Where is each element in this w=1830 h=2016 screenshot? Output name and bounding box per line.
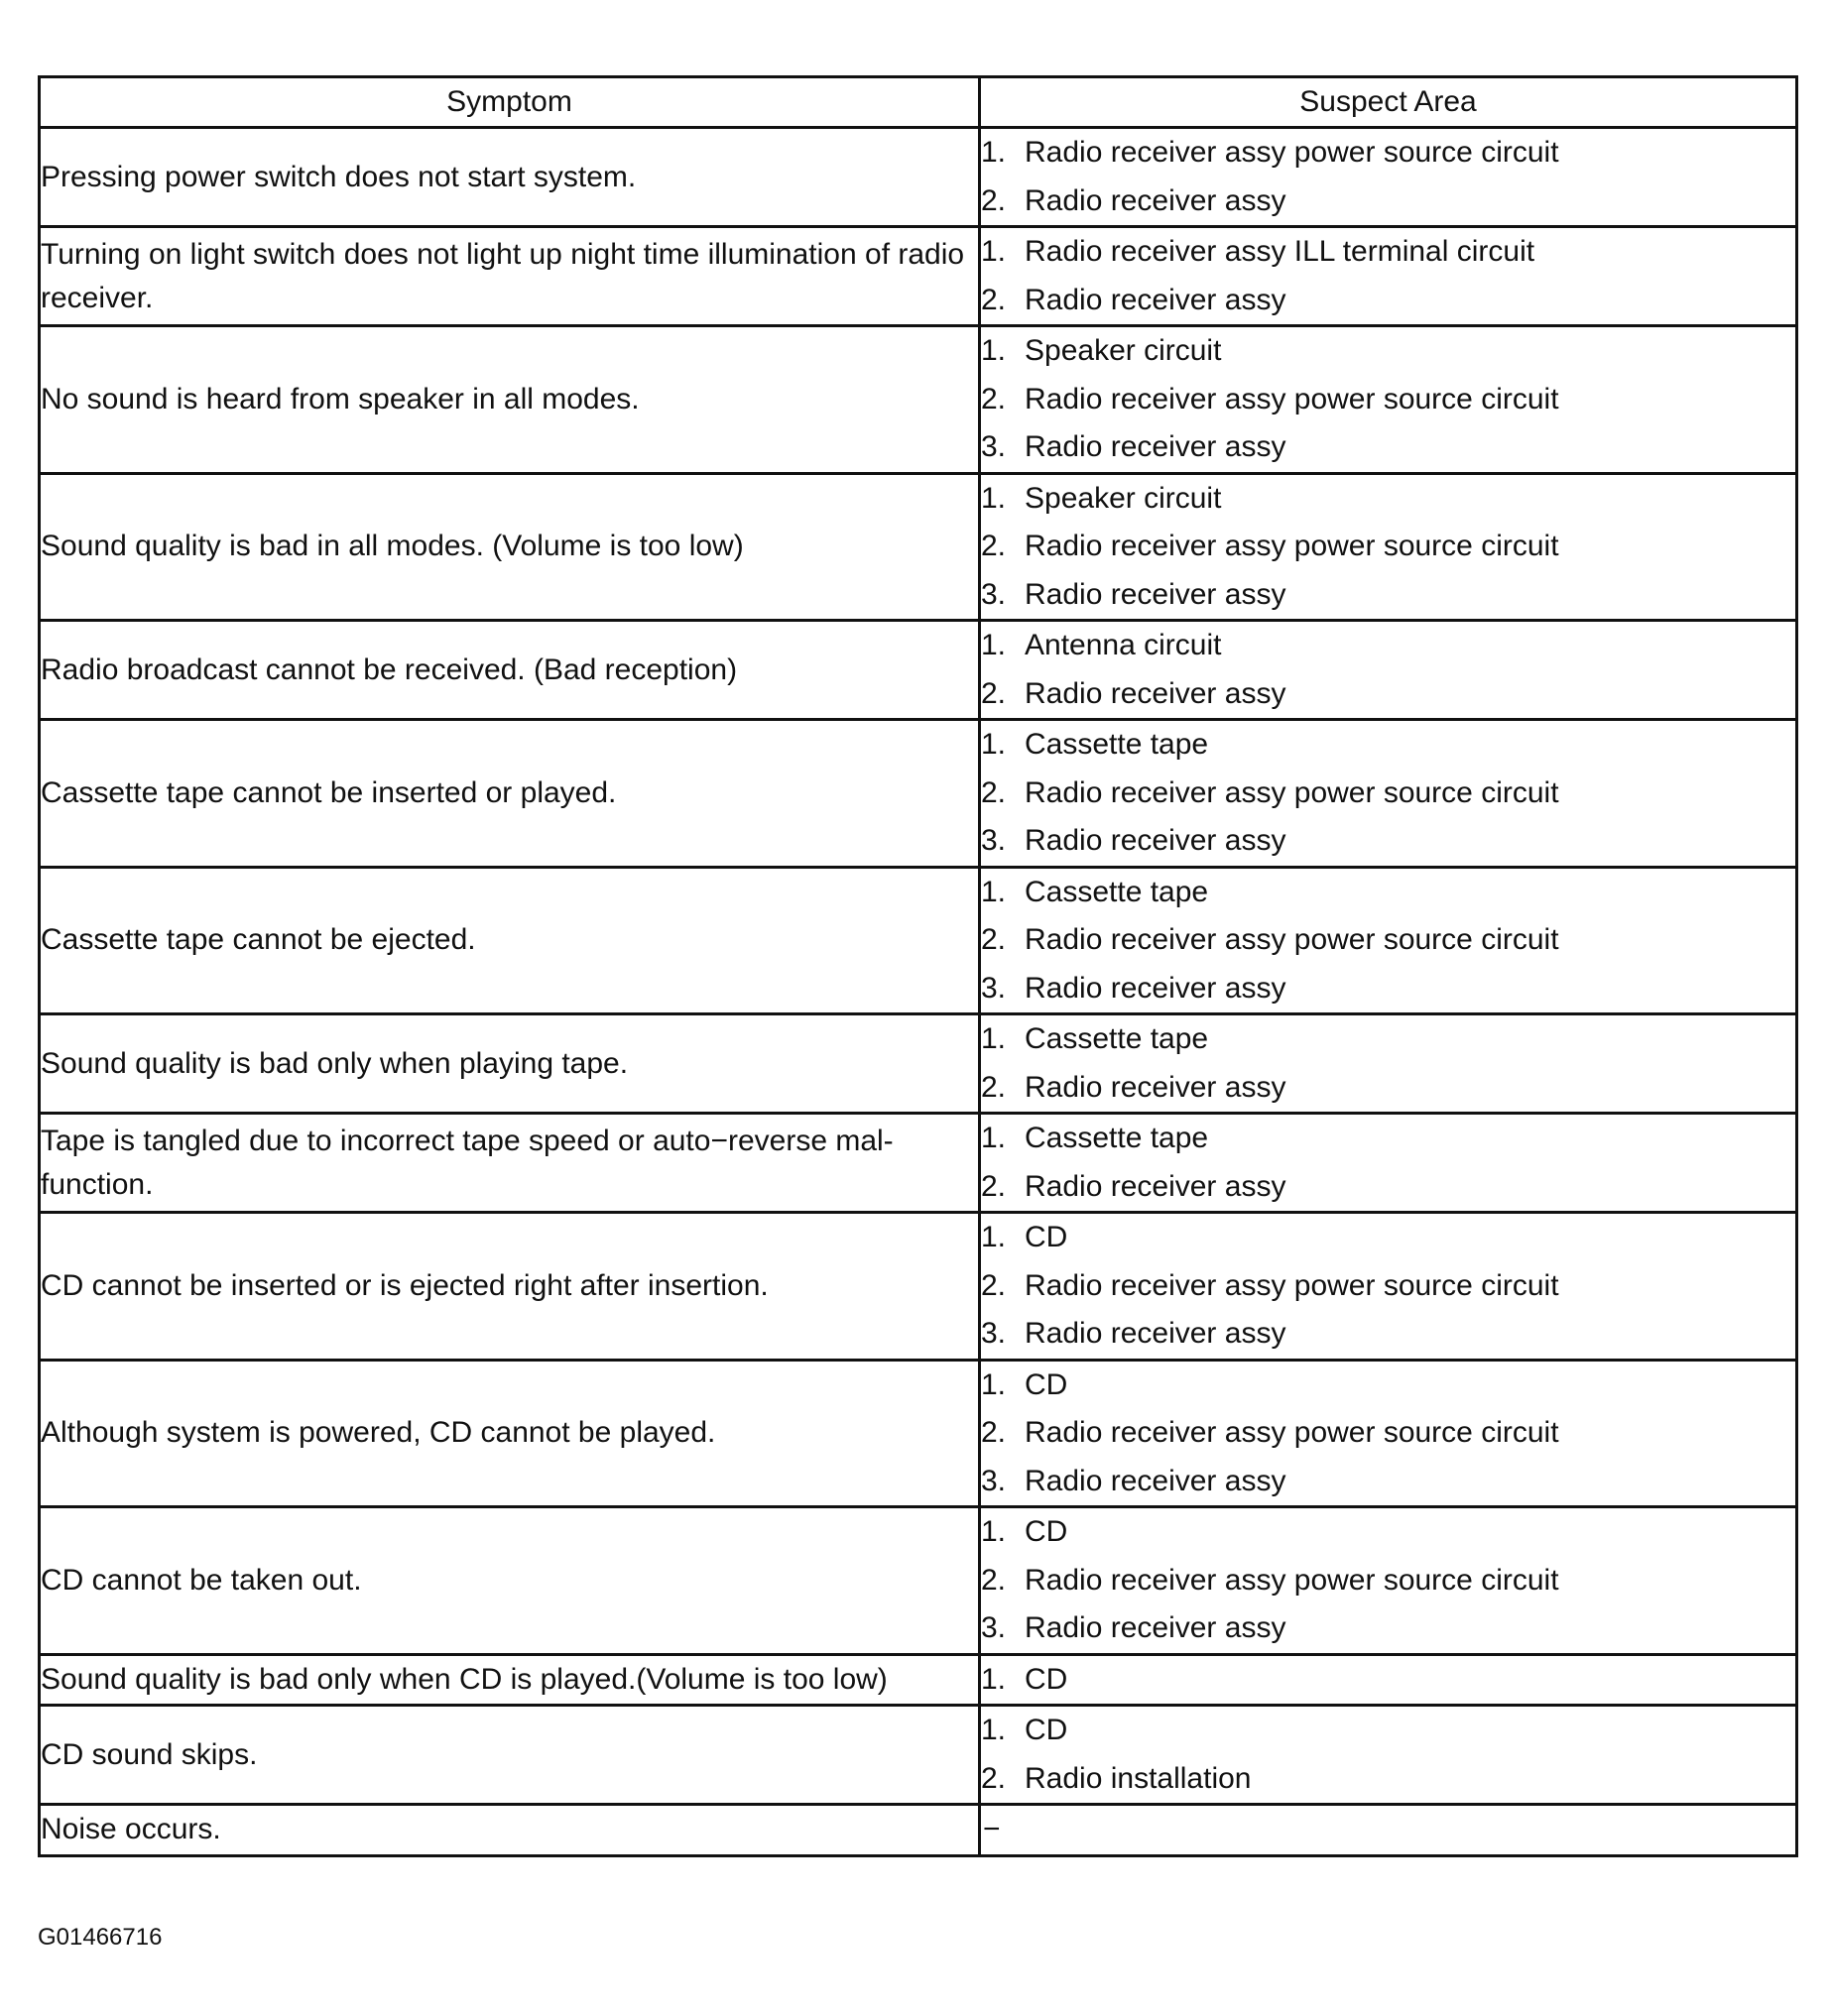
- suspect-text: Radio receiver assy power source circuit: [1025, 1563, 1559, 1597]
- suspect-item: [981, 1557, 1795, 1605]
- suspect-number: 1.: [981, 728, 1007, 761]
- suspect-list: [981, 129, 1795, 225]
- suspect-text: Radio receiver assy: [1025, 1611, 1286, 1644]
- suspect-item: [981, 1656, 1795, 1705]
- suspect-number: 2.: [981, 283, 1007, 316]
- suspect-list: [981, 1115, 1795, 1211]
- suspect-item: [981, 228, 1795, 277]
- table-row: [40, 1706, 1797, 1805]
- suspect-area-cell: [980, 1014, 1797, 1114]
- suspect-number: 2.: [981, 1563, 1007, 1597]
- symptom-cell: Tape is tangled due to incorrect tape speed or auto−reverse mal-function.: [40, 1114, 980, 1213]
- suspect-list: [981, 721, 1795, 866]
- suspect-number: 3.: [981, 1464, 1007, 1497]
- suspect-text: Radio receiver assy power source circuit: [1025, 530, 1559, 562]
- suspect-text: Cassette tape: [1025, 875, 1209, 908]
- suspect-item: [981, 1064, 1795, 1113]
- suspect-text: CD: [1025, 1515, 1068, 1548]
- symptom-table: [38, 75, 1798, 1857]
- suspect-list: [981, 228, 1795, 324]
- suspect-item: [981, 277, 1795, 325]
- suspect-item: [981, 376, 1795, 424]
- suspect-text: Radio receiver assy: [1025, 1070, 1286, 1104]
- symptom-cell: Turning on light switch does not light up night time illumination of radio receiver.: [40, 227, 980, 326]
- suspect-number: 2.: [981, 1169, 1007, 1203]
- suspect-item: [981, 622, 1795, 670]
- suspect-item: [981, 178, 1795, 226]
- figure-code: G01466716: [38, 1924, 163, 1951]
- table-row: [40, 473, 1797, 621]
- table-row: [40, 1014, 1797, 1114]
- suspect-item: [981, 1163, 1795, 1212]
- suspect-text: −: [983, 1813, 1001, 1845]
- suspect-text: Cassette tape: [1025, 1022, 1209, 1055]
- suspect-text: Radio receiver assy: [1025, 183, 1286, 217]
- suspect-number: 1.: [981, 1367, 1007, 1401]
- symptom-cell: Sound quality is bad only when CD is played.(Volume is too low): [40, 1654, 980, 1706]
- suspect-text: Radio receiver assy power source circuit: [1025, 1268, 1559, 1302]
- suspect-number: 2.: [981, 382, 1007, 415]
- symptom-cell: CD cannot be taken out.: [40, 1507, 980, 1655]
- symptom-cell: Cassette tape cannot be ejected.: [40, 867, 980, 1014]
- suspect-number: 2.: [981, 676, 1007, 710]
- symptom-cell: Noise occurs.: [40, 1805, 980, 1856]
- suspect-area-cell: [980, 1507, 1797, 1655]
- suspect-list: [981, 1806, 1795, 1854]
- suspect-list: [981, 1656, 1795, 1705]
- table-row: [40, 1360, 1797, 1507]
- table-row: [40, 1654, 1797, 1706]
- suspect-number: 2.: [981, 183, 1007, 217]
- suspect-number: 3.: [981, 971, 1007, 1005]
- suspect-item: [981, 1262, 1795, 1311]
- suspect-area-cell: [980, 621, 1797, 720]
- suspect-number: 1.: [981, 1515, 1007, 1548]
- suspect-text: Radio receiver assy: [1025, 824, 1286, 857]
- suspect-item: [981, 670, 1795, 719]
- table-row: [40, 326, 1797, 474]
- suspect-list: [981, 869, 1795, 1013]
- suspect-text: CD: [1025, 1662, 1068, 1696]
- suspect-text: Cassette tape: [1025, 728, 1209, 761]
- suspect-number: 1.: [981, 1022, 1007, 1055]
- suspect-text: CD: [1025, 1367, 1068, 1401]
- suspect-number: 1.: [981, 1122, 1007, 1154]
- suspect-text: CD: [1025, 1221, 1068, 1253]
- suspect-area-cell: [980, 720, 1797, 868]
- suspect-area-cell: [980, 227, 1797, 326]
- suspect-item: [981, 1458, 1795, 1506]
- suspect-text: CD: [1025, 1714, 1068, 1746]
- suspect-number: 1.: [981, 629, 1007, 661]
- suspect-text: Radio receiver assy: [1025, 1464, 1286, 1497]
- suspect-number: 2.: [981, 530, 1007, 562]
- suspect-item: [981, 129, 1795, 178]
- table-row: [40, 128, 1797, 227]
- suspect-text: Radio receiver assy power source circuit: [1025, 923, 1559, 956]
- suspect-item: [981, 523, 1795, 571]
- suspect-area-column-header: Suspect Area: [980, 77, 1797, 128]
- suspect-text: Radio receiver assy: [1025, 1317, 1286, 1350]
- symptom-cell: CD sound skips.: [40, 1706, 980, 1805]
- suspect-text: Cassette tape: [1025, 1122, 1209, 1154]
- suspect-text: Radio receiver assy: [1025, 676, 1286, 710]
- suspect-item: [981, 1115, 1795, 1163]
- suspect-area-cell: [980, 128, 1797, 227]
- table-row: [40, 1114, 1797, 1213]
- table-header-row: [40, 77, 1797, 128]
- suspect-text: Radio receiver assy: [1025, 971, 1286, 1005]
- suspect-text: Radio receiver assy power source circuit: [1025, 775, 1559, 809]
- suspect-item: [981, 1604, 1795, 1653]
- suspect-text: Radio receiver assy: [1025, 283, 1286, 316]
- suspect-number: 1.: [981, 481, 1007, 515]
- table-row: [40, 1507, 1797, 1655]
- suspect-item: [981, 1362, 1795, 1410]
- suspect-item: [981, 721, 1795, 770]
- suspect-area-cell: [980, 473, 1797, 621]
- suspect-number: 2.: [981, 775, 1007, 809]
- symptom-cell: CD cannot be inserted or is ejected right after insertion.: [40, 1213, 980, 1361]
- suspect-list: [981, 475, 1795, 620]
- troubleshooting-sheet: [38, 75, 1795, 1857]
- suspect-list: [981, 1508, 1795, 1653]
- suspect-number: 1.: [981, 1662, 1007, 1696]
- table-row: [40, 1805, 1797, 1856]
- suspect-number: 3.: [981, 1611, 1007, 1644]
- suspect-text: Speaker circuit: [1025, 334, 1222, 367]
- suspect-area-cell: [980, 867, 1797, 1014]
- suspect-number: 1.: [981, 334, 1007, 367]
- suspect-text: Radio receiver assy power source circuit: [1025, 136, 1559, 169]
- suspect-area-cell: [980, 326, 1797, 474]
- suspect-text: Antenna circuit: [1025, 629, 1222, 661]
- suspect-text: Radio receiver assy power source circuit: [1025, 382, 1559, 415]
- table-row: [40, 621, 1797, 720]
- suspect-area-cell: [980, 1805, 1797, 1856]
- suspect-item: [981, 770, 1795, 818]
- table-row: [40, 720, 1797, 868]
- suspect-item: [981, 1015, 1795, 1064]
- symptom-cell: Sound quality is bad only when playing tape.: [40, 1014, 980, 1114]
- suspect-text: Radio receiver assy ILL terminal circuit: [1025, 235, 1535, 268]
- suspect-list: [981, 1015, 1795, 1112]
- suspect-text: Radio receiver assy power source circuit: [1025, 1416, 1559, 1449]
- suspect-list: [981, 622, 1795, 718]
- symptom-cell: Cassette tape cannot be inserted or played.: [40, 720, 980, 868]
- suspect-item: [981, 1707, 1795, 1755]
- suspect-item: [981, 475, 1795, 524]
- suspect-area-cell: [980, 1114, 1797, 1213]
- suspect-list: [981, 1214, 1795, 1359]
- suspect-item: [981, 423, 1795, 472]
- suspect-area-cell: [980, 1360, 1797, 1507]
- suspect-number: 3.: [981, 1317, 1007, 1350]
- suspect-number: 3.: [981, 577, 1007, 611]
- table-body: [40, 128, 1797, 1856]
- suspect-number: 1.: [981, 875, 1007, 908]
- suspect-number: 2.: [981, 1268, 1007, 1302]
- suspect-list: [981, 1707, 1795, 1803]
- suspect-number: 2.: [981, 1761, 1007, 1795]
- suspect-item: [981, 1508, 1795, 1557]
- suspect-item: [981, 1214, 1795, 1262]
- table-row: [40, 227, 1797, 326]
- suspect-area-cell: [980, 1654, 1797, 1706]
- suspect-text: Radio installation: [1025, 1761, 1252, 1795]
- suspect-number: 2.: [981, 1416, 1007, 1449]
- suspect-item: [981, 327, 1795, 376]
- suspect-item: [981, 1310, 1795, 1359]
- suspect-number: 1.: [981, 136, 1007, 169]
- suspect-area-cell: [980, 1706, 1797, 1805]
- suspect-number: 2.: [981, 923, 1007, 956]
- suspect-number: 1.: [981, 1714, 1007, 1746]
- suspect-text: Speaker circuit: [1025, 481, 1222, 515]
- symptom-cell: Although system is powered, CD cannot be played.: [40, 1360, 980, 1507]
- symptom-cell: No sound is heard from speaker in all modes.: [40, 326, 980, 474]
- suspect-item: [981, 965, 1795, 1013]
- symptom-column-header: Symptom: [40, 77, 980, 128]
- suspect-item: [981, 571, 1795, 620]
- suspect-item: [981, 1806, 1795, 1854]
- suspect-item: [981, 916, 1795, 965]
- symptom-cell: Sound quality is bad in all modes. (Volume is too low): [40, 473, 980, 621]
- suspect-number: 3.: [981, 824, 1007, 857]
- table-row: [40, 867, 1797, 1014]
- suspect-list: [981, 1362, 1795, 1506]
- symptom-cell: Radio broadcast cannot be received. (Bad reception): [40, 621, 980, 720]
- suspect-item: [981, 1755, 1795, 1804]
- suspect-area-cell: [980, 1213, 1797, 1361]
- suspect-text: Radio receiver assy: [1025, 430, 1286, 463]
- suspect-number: 1.: [981, 1221, 1007, 1253]
- symptom-cell: Pressing power switch does not start system.: [40, 128, 980, 227]
- suspect-text: Radio receiver assy: [1025, 577, 1286, 611]
- suspect-item: [981, 1409, 1795, 1458]
- suspect-item: [981, 817, 1795, 866]
- table-row: [40, 1213, 1797, 1361]
- suspect-number: 3.: [981, 430, 1007, 463]
- suspect-number: 2.: [981, 1070, 1007, 1104]
- suspect-text: Radio receiver assy: [1025, 1169, 1286, 1203]
- suspect-list: [981, 327, 1795, 472]
- suspect-item: [981, 869, 1795, 917]
- suspect-number: 1.: [981, 235, 1007, 268]
